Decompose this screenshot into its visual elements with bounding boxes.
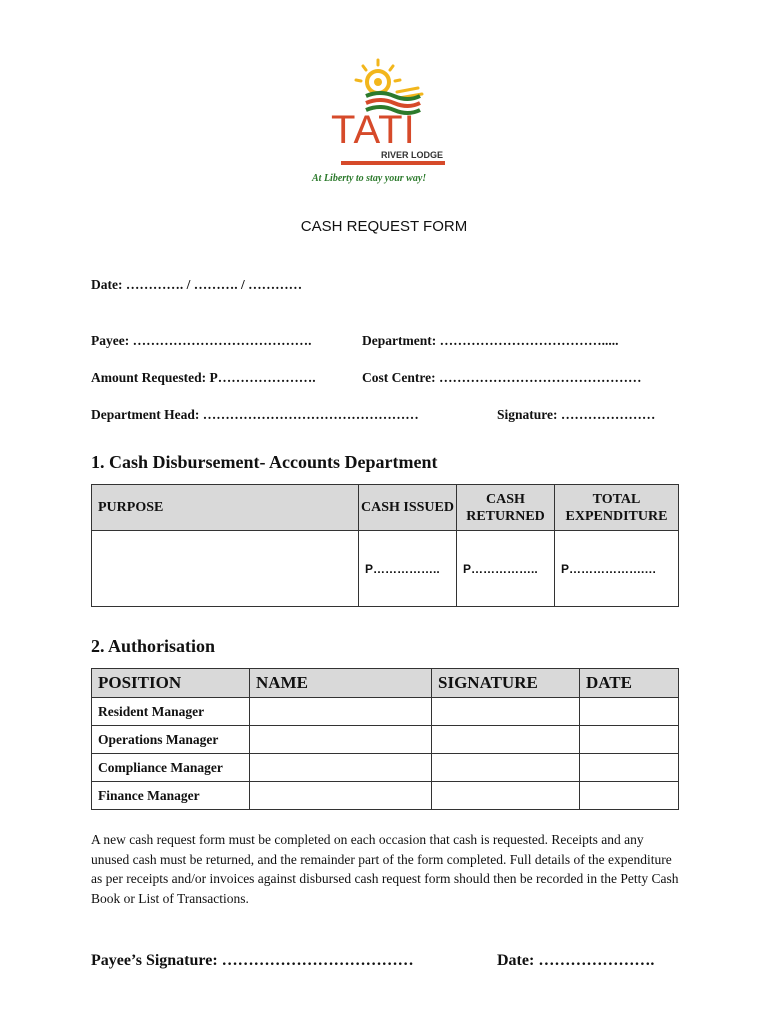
department-head-field[interactable]: Department Head: ………………………………………… — [91, 407, 419, 422]
table-row — [92, 698, 679, 726]
table-row — [92, 531, 679, 607]
date-cell[interactable] — [580, 754, 679, 782]
signature-cell[interactable] — [432, 698, 580, 726]
name-cell[interactable] — [250, 698, 432, 726]
total-expenditure-cell[interactable]: P……………….… — [555, 531, 679, 607]
logo-subname: RIVER LODGE — [381, 150, 444, 160]
payee-field[interactable]: Payee: …………………………………. — [91, 333, 312, 348]
logo-divider — [341, 161, 445, 165]
cash-issued-cell[interactable]: P…………….. — [359, 531, 457, 607]
table-header-row — [92, 485, 679, 531]
purpose-cell[interactable] — [92, 531, 359, 607]
total-expenditure-header: TOTAL EXPENDITURE — [555, 485, 679, 531]
cost-centre-field[interactable]: Cost Centre: ……………………………………… — [362, 370, 642, 385]
cash-returned-cell[interactable]: P…………….. — [457, 531, 555, 607]
signature-cell[interactable] — [432, 754, 580, 782]
date-cell[interactable] — [580, 698, 679, 726]
table-header-row — [92, 669, 679, 698]
table-row — [92, 782, 679, 810]
position-cell: Operations Manager — [92, 726, 250, 754]
logo-tagline: At Liberty to stay your way! — [312, 173, 427, 184]
cash-issued-header: CASH ISSUED — [359, 485, 457, 531]
name-cell[interactable] — [250, 754, 432, 782]
name-header: NAME — [250, 669, 432, 698]
authorisation-table — [91, 668, 679, 810]
position-cell: Finance Manager — [92, 782, 250, 810]
position-cell: Resident Manager — [92, 698, 250, 726]
payee-signature-field[interactable]: Payee’s Signature: ……………………………… — [91, 952, 414, 969]
date-cell[interactable] — [580, 782, 679, 810]
position-header: POSITION — [92, 669, 250, 698]
position-cell: Compliance Manager — [92, 754, 250, 782]
date-header: DATE — [580, 669, 679, 698]
section1-heading: 1. Cash Disbursement- Accounts Department — [91, 452, 438, 472]
amount-requested-field[interactable]: Amount Requested: P…………………. — [91, 370, 316, 385]
form-title: CASH REQUEST FORM — [300, 218, 468, 235]
signature-header: SIGNATURE — [432, 669, 580, 698]
instructions-paragraph: A new cash request form must be completed on each occasion that cash is requested. Receipts and any unused cash must be returned, and the remainder part of the form completed. Full details of the expenditure as per receipts and/or invoices against disbursed cash request form should then be recorded in the Petty Cash Book or List of Transactions. — [91, 832, 679, 906]
purpose-header: PURPOSE — [92, 485, 359, 531]
cash-returned-header: CASH RETURNED — [457, 485, 555, 531]
table-row — [92, 726, 679, 754]
disbursement-table — [91, 484, 679, 607]
footer-date-field[interactable]: Date: …………………. — [497, 952, 655, 969]
logo-name: TATI — [331, 108, 416, 152]
signature-cell[interactable] — [432, 726, 580, 754]
table-row — [92, 754, 679, 782]
department-field[interactable]: Department: ………………………………..... — [362, 333, 619, 348]
date-field[interactable]: Date: …………. / ………. / ………… — [91, 277, 303, 292]
signature-cell[interactable] — [432, 782, 580, 810]
section2-heading: 2. Authorisation — [91, 636, 216, 656]
signature-field[interactable]: Signature: ………………… — [497, 407, 656, 422]
name-cell[interactable] — [250, 782, 432, 810]
name-cell[interactable] — [250, 726, 432, 754]
date-cell[interactable] — [580, 726, 679, 754]
